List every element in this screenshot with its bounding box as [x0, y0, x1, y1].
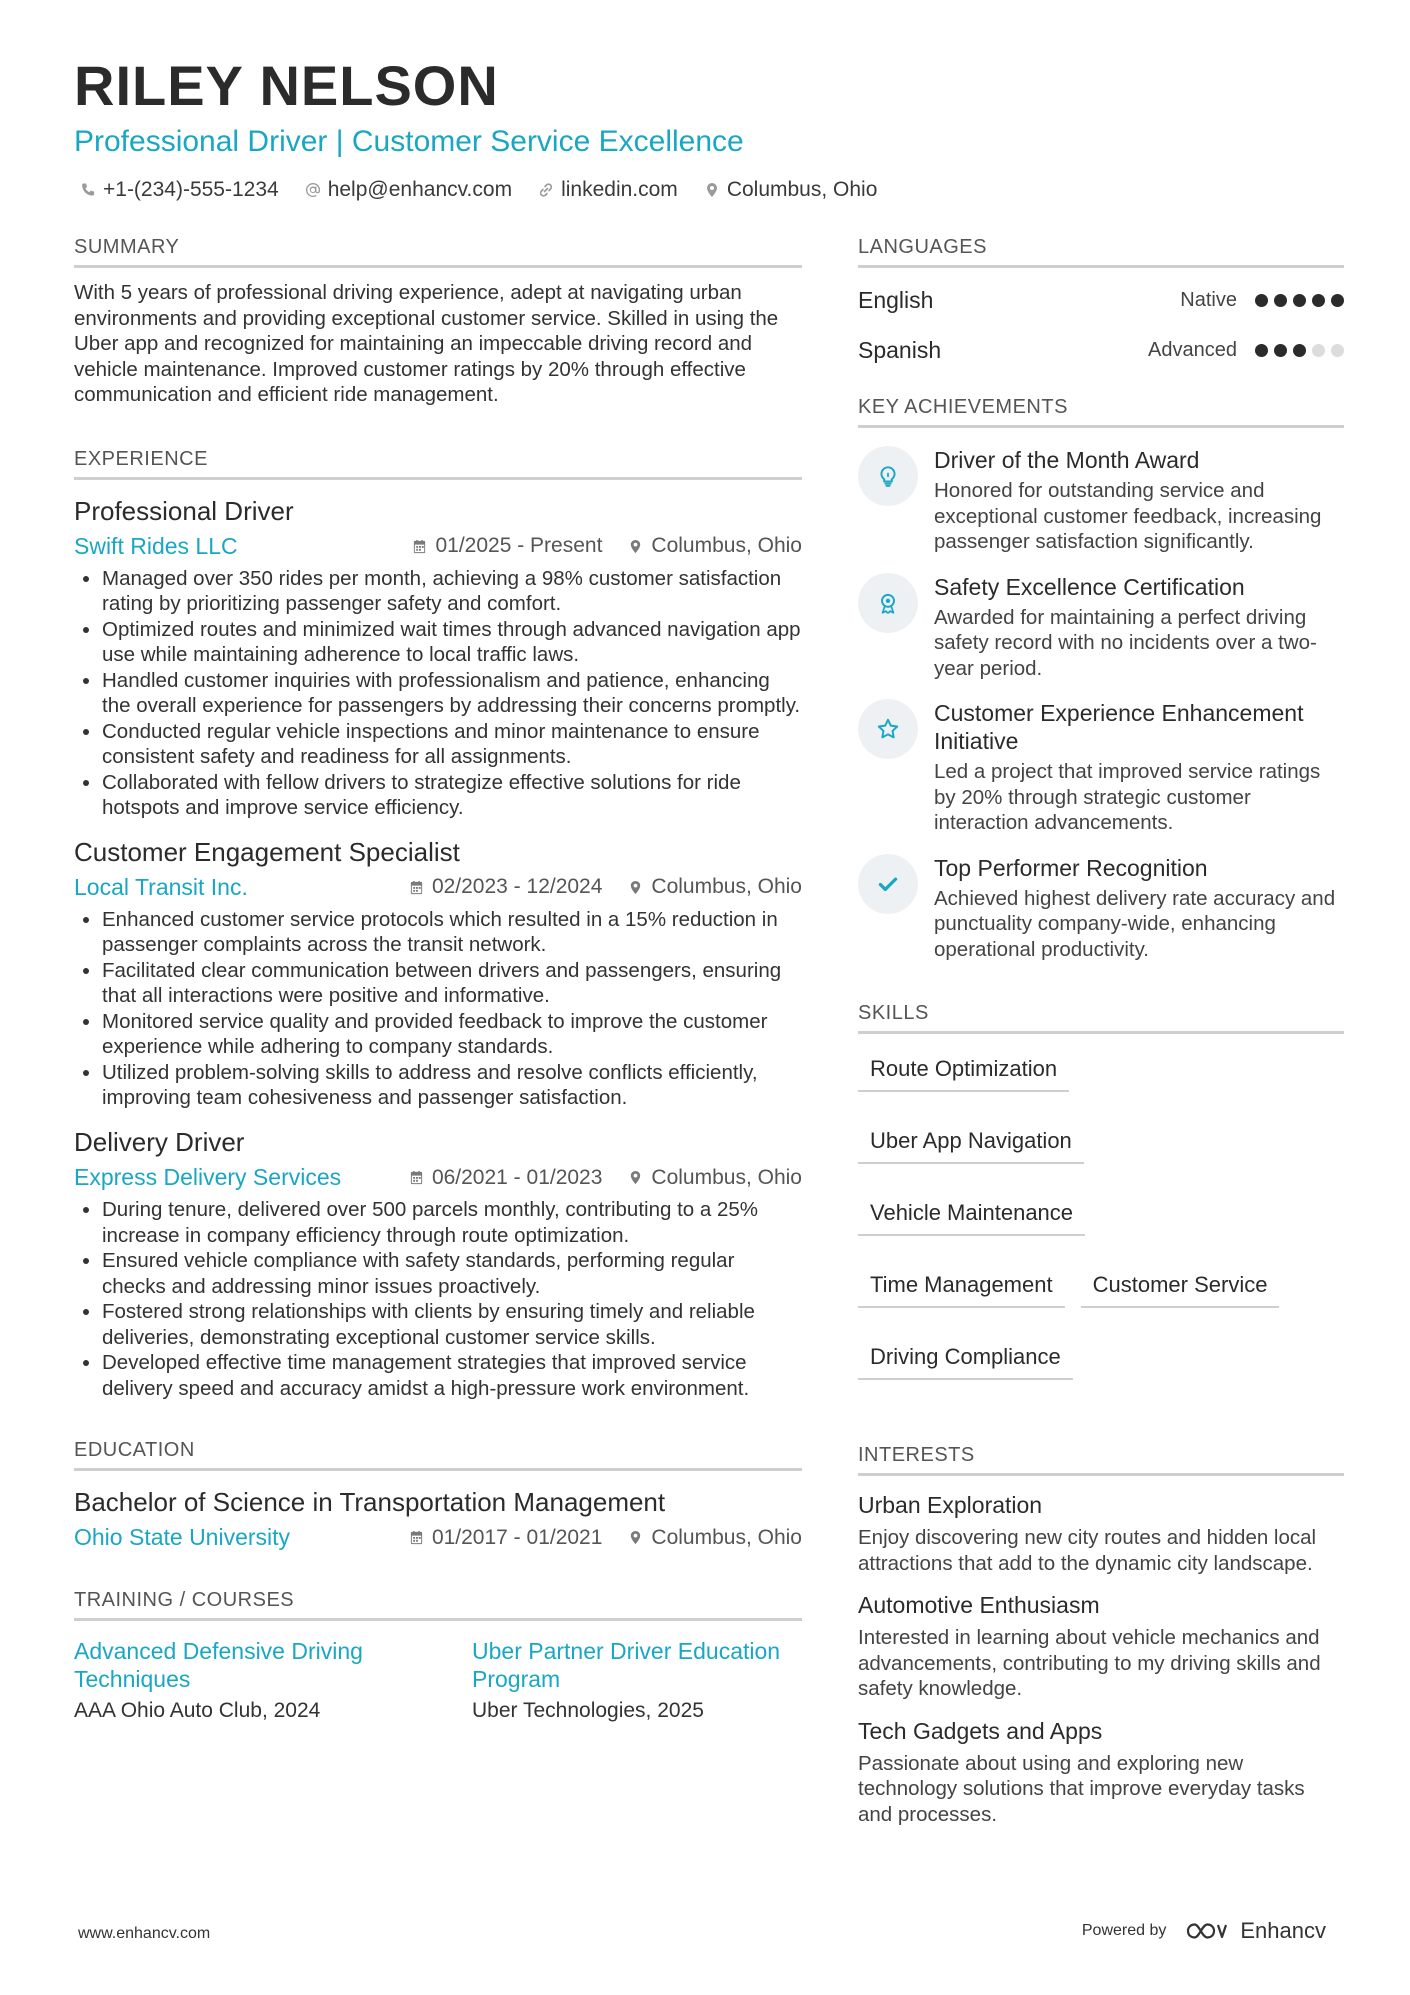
interest-desc: Interested in learning about vehicle mechanics and advancements, contributing to my driving skills and safety knowledge. — [858, 1626, 1321, 1700]
link-icon — [538, 182, 554, 198]
skill-tag: Vehicle Maintenance — [858, 1196, 1085, 1236]
education-dates — [409, 1526, 602, 1550]
school-name: Ohio State University — [74, 1524, 291, 1551]
interests-section — [858, 1444, 1344, 1827]
location-text: Columbus, Ohio — [726, 178, 878, 201]
bullet-item: • Managed over 350 rides per month, achieving a 98% customer satisfaction rating by prioritizing passenger safety and comfort. — [102, 566, 802, 617]
job-location — [628, 534, 802, 558]
achievement-title: Driver of the Month Award — [934, 447, 1200, 473]
phone-text: +1-(234)-555-1234 — [103, 178, 279, 201]
proficiency-dot-filled — [1274, 344, 1287, 357]
contact-linkedin[interactable] — [538, 178, 678, 202]
email-text: help@enhancv.com — [327, 178, 513, 201]
company-name: Swift Rides LLC — [74, 532, 238, 559]
training-list — [74, 1637, 802, 1723]
training-org: AAA Ohio Auto Club, 2024 — [74, 1699, 321, 1723]
achievement-title: Safety Excellence Certification — [934, 573, 1245, 600]
experience-section — [74, 448, 802, 1402]
training-org: Uber Technologies, 2025 — [472, 1699, 704, 1723]
job-title: Professional Driver — [74, 495, 294, 526]
skills-section — [858, 1002, 1344, 1380]
language-level: Native — [1180, 288, 1237, 311]
job-location-text: Columbus, Ohio — [651, 875, 802, 899]
achievement-desc: Awarded for maintaining a perfect driving safety record with no incidents over a two-year period. — [934, 605, 1317, 680]
education-section — [74, 1439, 802, 1551]
linkedin-text: linkedin.com — [561, 178, 678, 201]
location-pin-icon — [628, 880, 643, 895]
job-dates — [409, 875, 602, 899]
award-ribbon-icon — [875, 590, 901, 616]
star-icon — [875, 716, 901, 742]
skills-list — [858, 1052, 1344, 1380]
training-title: Advanced Defensive Driving Techniques — [74, 1638, 363, 1693]
language-row — [858, 282, 1344, 318]
job-meta — [74, 874, 802, 901]
achievements-section — [858, 396, 1344, 962]
degree-title: Bachelor of Science in Transportation Management — [74, 1487, 666, 1518]
contact-bar — [80, 178, 877, 202]
proficiency-dot-filled — [1255, 344, 1268, 357]
achievement-item — [858, 573, 1344, 682]
job-location-text: Columbus, Ohio — [651, 1165, 802, 1189]
training-title: Uber Partner Driver Education Program — [472, 1638, 781, 1693]
achievement-body — [934, 446, 1344, 555]
achievements-heading: KEY ACHIEVEMENTS — [858, 396, 1344, 428]
bullet-item: • Optimized routes and minimized wait times through advanced navigation app use while maintaining adherence to local traffic laws. — [102, 617, 802, 668]
contact-email[interactable] — [305, 178, 512, 202]
brand-name: Enhancv — [1240, 1918, 1326, 1943]
bullet-item: • Utilized problem-solving skills to address and resolve conflicts efficiently, improving team cohesiveness and passenger satisfaction. — [102, 1060, 802, 1111]
languages-section — [858, 236, 1344, 368]
proficiency-dot-filled — [1293, 344, 1306, 357]
location-pin-icon — [704, 182, 720, 198]
education-dates-text: 01/2017 - 01/2021 — [431, 1525, 603, 1549]
right-column — [858, 236, 1344, 1827]
training-item — [74, 1637, 404, 1723]
job-title: Customer Engagement Specialist — [74, 836, 460, 867]
summary-section — [74, 236, 802, 408]
achievement-item — [858, 446, 1344, 555]
bullet-item: • Conducted regular vehicle inspections and minor maintenance to ensure consistent safety and readiness for all assignments. — [102, 719, 802, 770]
proficiency-dot-filled — [1255, 294, 1268, 307]
job-location-text: Columbus, Ohio — [651, 534, 802, 558]
interest-title: Urban Exploration — [858, 1492, 1043, 1518]
achievement-icon-badge — [858, 699, 918, 759]
job-location — [628, 875, 802, 899]
job-dates — [409, 1166, 602, 1190]
proficiency-dot-filled — [1274, 294, 1287, 307]
skills-heading: SKILLS — [858, 1002, 1344, 1034]
training-item — [472, 1637, 802, 1723]
job-dates-text: 06/2021 - 01/2023 — [431, 1165, 603, 1189]
achievement-item — [858, 854, 1344, 963]
skill-tag: Customer Service — [1081, 1268, 1280, 1308]
bullet-item: • Ensured vehicle compliance with safety standards, performing regular checks and addressing minor issues proactively. — [102, 1248, 802, 1299]
achievement-desc: Achieved highest delivery rate accuracy and punctuality company-wide, enhancing operational productivity. — [934, 886, 1336, 961]
candidate-name: RILEY NELSON — [74, 54, 499, 117]
checkmark-icon — [875, 871, 901, 897]
calendar-icon — [409, 880, 424, 895]
location-pin-icon — [628, 1530, 643, 1545]
language-row — [858, 332, 1344, 368]
languages-heading: LANGUAGES — [858, 236, 1344, 268]
headline: Professional Driver | Customer Service Excellence — [74, 125, 744, 158]
achievement-icon-badge — [858, 446, 918, 506]
job-meta — [74, 1164, 802, 1191]
job-title: Delivery Driver — [74, 1126, 245, 1157]
achievement-title: Top Performer Recognition — [934, 854, 1208, 881]
job-dates-text: 02/2023 - 12/2024 — [431, 875, 603, 899]
location-pin-icon — [628, 1170, 643, 1185]
bullet-item: • Enhanced customer service protocols which resulted in a 15% reduction in passenger complaints across the transit network. — [102, 907, 802, 958]
achievement-body — [934, 699, 1344, 836]
interest-item — [858, 1592, 1344, 1702]
summary-heading: SUMMARY — [74, 236, 802, 268]
skill-tag: Route Optimization — [858, 1052, 1069, 1092]
proficiency-dots — [1255, 344, 1344, 357]
job-dates — [412, 534, 602, 558]
bullet-item: • Collaborated with fellow drivers to strategize effective solutions for ride hotspots and improve service efficiency. — [102, 770, 802, 821]
bullet-item: • Monitored service quality and provided feedback to improve the customer experience while adhering to company standards. — [102, 1009, 802, 1060]
skill-tag: Uber App Navigation — [858, 1124, 1084, 1164]
proficiency-dot-filled — [1312, 294, 1325, 307]
interest-item — [858, 1718, 1344, 1828]
interests-heading: INTERESTS — [858, 1444, 1344, 1476]
contact-phone — [80, 178, 279, 202]
calendar-icon — [409, 1530, 424, 1545]
experience-heading: EXPERIENCE — [74, 448, 802, 480]
achievement-desc: Led a project that improved service ratings by 20% through strategic customer interaction advancements. — [934, 760, 1321, 834]
company-name: Express Delivery Services — [74, 1164, 342, 1191]
achievement-body — [934, 854, 1344, 963]
skill-tag: Time Management — [858, 1268, 1065, 1308]
at-sign-icon — [305, 182, 321, 198]
interest-title: Tech Gadgets and Apps — [858, 1717, 1103, 1744]
language-name: Spanish — [858, 336, 942, 363]
skill-tag: Driving Compliance — [858, 1340, 1073, 1380]
achievement-icon-badge — [858, 573, 918, 633]
bullet-item: • Facilitated clear communication between drivers and passengers, ensuring that all interactions were positive and informative. — [102, 958, 802, 1009]
job-dates-text: 01/2025 - Present — [435, 534, 603, 558]
phone-icon — [80, 182, 96, 198]
education-meta — [74, 1524, 802, 1551]
education-heading: EDUCATION — [74, 1439, 802, 1471]
enhancv-logo-icon — [1184, 1919, 1230, 1943]
proficiency-dot-empty — [1312, 344, 1325, 357]
proficiency-dots — [1255, 294, 1344, 307]
proficiency-dot-filled — [1293, 294, 1306, 307]
bullet-item: • During tenure, delivered over 500 parcels monthly, contributing to a 25% increase in company efficiency through route optimization. — [102, 1197, 802, 1248]
calendar-icon — [412, 539, 427, 554]
achievement-body — [934, 573, 1344, 682]
calendar-icon — [409, 1170, 424, 1185]
contact-location — [704, 178, 878, 202]
summary-text: With 5 years of professional driving experience, adept at navigating urban environments and providing exceptional customer service. Skilled in using the Uber app and recognized for maintaining an impeccable driving record and vehicle maintenance. Improved customer ratings by 20% through effective communication and efficient ride management. — [74, 281, 779, 406]
interest-desc: Enjoy discovering new city routes and hidden local attractions that add to the dynamic city landscape. — [858, 1526, 1317, 1575]
achievement-icon-badge — [858, 854, 918, 914]
interest-title: Automotive Enthusiasm — [858, 1592, 1100, 1618]
achievement-item — [858, 699, 1344, 836]
lightbulb-icon — [875, 463, 901, 489]
interest-desc: Passionate about using and exploring new technology solutions that improve everyday tasks and processes. — [858, 1751, 1305, 1826]
job-bullets — [74, 1197, 802, 1401]
location-pin-icon — [628, 539, 643, 554]
experience-entry — [74, 496, 802, 821]
footer-website[interactable]: www.enhancv.com — [78, 1925, 211, 1942]
education-location — [628, 1526, 802, 1550]
experience-entry — [74, 1127, 802, 1401]
powered-by-label: Powered by — [1081, 1922, 1167, 1939]
achievement-title: Customer Experience Enhancement Initiative — [934, 700, 1304, 754]
proficiency-dot-empty — [1331, 344, 1344, 357]
company-name: Local Transit Inc. — [74, 873, 248, 900]
footer-branding — [1082, 1918, 1326, 1944]
achievement-desc: Honored for outstanding service and exceptional customer feedback, increasing passenger satisfaction significantly. — [934, 479, 1322, 553]
job-bullets — [74, 566, 802, 821]
experience-entry — [74, 837, 802, 1111]
brand-logo[interactable] — [1184, 1918, 1326, 1944]
interest-item — [858, 1492, 1344, 1576]
training-section — [74, 1589, 802, 1723]
bullet-item: • Handled customer inquiries with professionalism and patience, enhancing the overall experience for passengers by addressing their concerns promptly. — [102, 668, 802, 719]
bullet-item: • Developed effective time management strategies that improved service delivery speed and accuracy amidst a high-pressure work environment. — [102, 1350, 802, 1401]
job-location — [628, 1166, 802, 1190]
job-meta — [74, 533, 802, 560]
proficiency-dot-filled — [1331, 294, 1344, 307]
bullet-item: • Fostered strong relationships with clients by ensuring timely and reliable deliveries, demonstrating exceptional customer service skills. — [102, 1299, 802, 1350]
job-bullets — [74, 907, 802, 1111]
training-heading: TRAINING / COURSES — [74, 1589, 802, 1621]
education-location-text: Columbus, Ohio — [651, 1525, 802, 1549]
left-column — [74, 236, 802, 1723]
education-entry — [74, 1487, 802, 1551]
language-name: English — [858, 286, 934, 313]
language-level: Advanced — [1148, 338, 1237, 361]
